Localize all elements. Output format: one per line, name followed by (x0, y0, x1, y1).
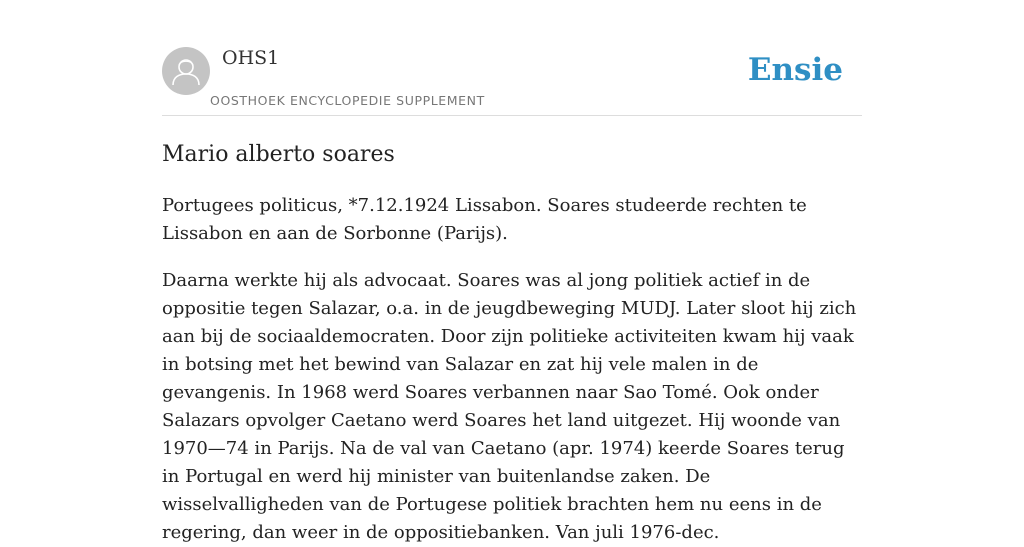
avatar[interactable] (162, 47, 210, 95)
page-container (162, 0, 862, 543)
article-title: Mario alberto soares (162, 142, 395, 167)
article-header (162, 0, 862, 116)
user-icon (162, 47, 210, 95)
article-paragraph: Daarna werkte hij als advocaat. Soares was al jong politiek actief in de oppositie tegen Salazar, o.a. in de jeugdbeweging MUDJ. Later sloot hij zich aan bij de sociaaldemocraten. Door zijn politieke activiteiten kwam hij vaak in botsing met het bewind van Salazar en zat hij vele malen in de gevangenis. In 1968 werd Soares verbannen naar Sao Tomé. Ook onder Salazars opvolger Caetano werd Soares het land uitgezet. Hij woonde van 1970—74 in Parijs. Na de val van Caetano (apr. 1974) keerde Soares terug in Portugal en werd hij minister van buitenlandse zaken. De wisselvalligheden van de Portugese politiek brachten hem nu eens in de regering, dan weer in de oppositiebanken. Van juli 1976-dec. (162, 270, 857, 543)
article-paragraph: Portugees politicus, *7.12.1924 Lissabon. Soares studeerde rechten te Lissabon en aan de Sorbonne (Parijs). (162, 195, 807, 244)
ensie-logo[interactable]: Ensie (747, 52, 843, 88)
source-subtitle[interactable]: OOSTHOEK ENCYCLOPEDIE SUPPLEMENT (210, 93, 485, 108)
username[interactable]: OHS1 (222, 47, 280, 69)
